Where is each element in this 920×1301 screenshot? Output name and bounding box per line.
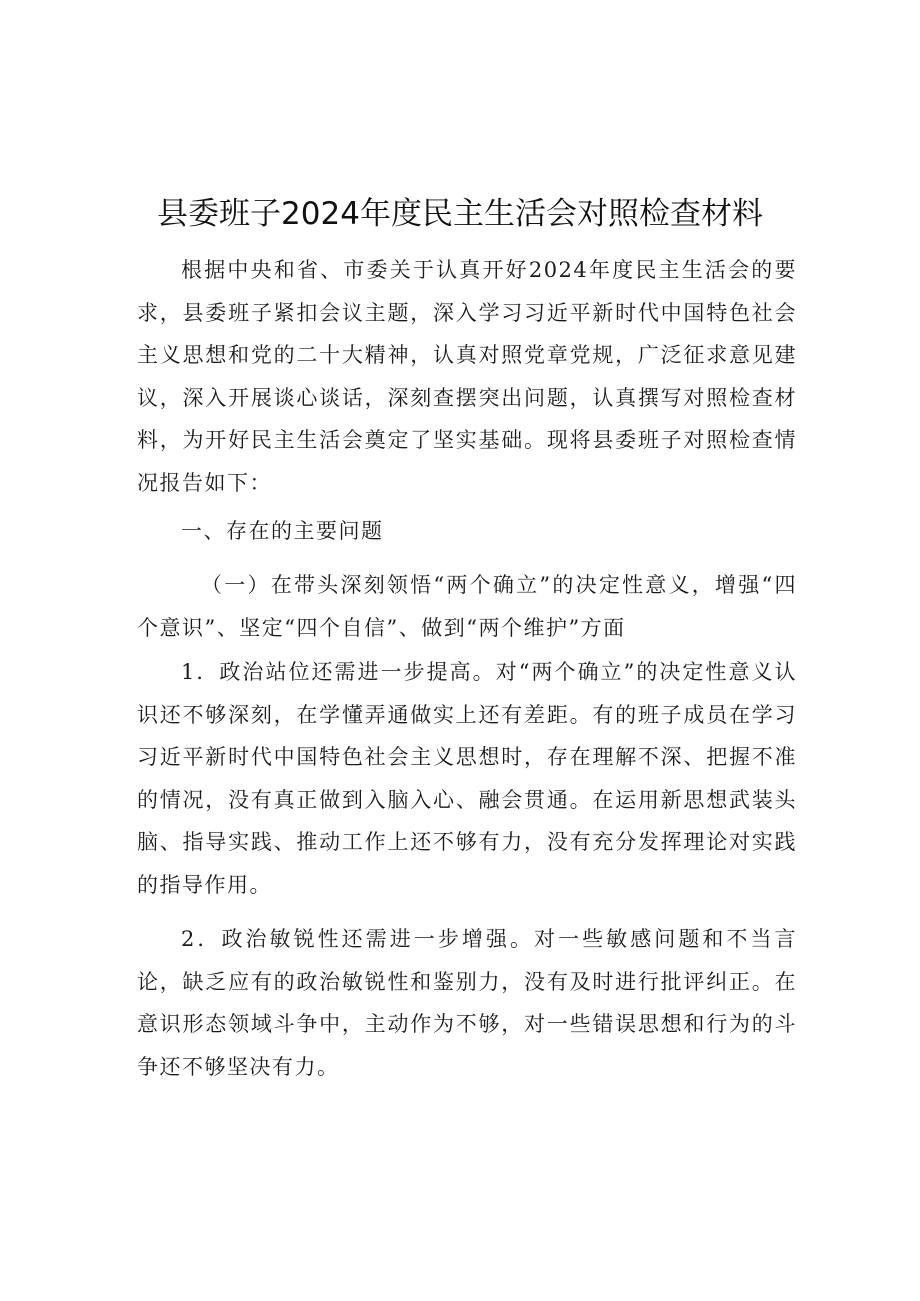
item-paragraph-2: 2．政治敏锐性还需进一步增强。对一些敏感问题和不当言论，缺乏应有的政治敏锐性和鉴别力，没有及时进行批评纠正。在意识形态领域斗争中，主动作为不够，对一些错误思想和行为的斗争还不够坚决有力。 bbox=[137, 927, 797, 1079]
subsection-heading: （一）在带头深刻领悟“两个确立”的决定性意义，增强“四个意识”、坚定“四个自信”、做到“两个维护”方面 bbox=[137, 573, 797, 640]
item-paragraph-1: 1．政治站位还需进一步提高。对“两个确立”的决定性意义认识还不够深刻，在学懂弄通做实上还有差距。有的班子成员在学习习近平新时代中国特色社会主义思想时，存在理解不深、把握不准的情况，没有真正做到入脑入心、融会贯通。在运用新思想武装头脑、指导实践、推动工作上还不够有力，没有充分发挥理论对实践的指导作用。 bbox=[137, 660, 797, 897]
intro-paragraph: 根据中央和省、市委关于认真开好2024年度民主生活会的要求，县委班子紧扣会议主题，深入学习习近平新时代中国特色社会主义思想和党的二十大精神，认真对照党章党规，广泛征求意见建议，深入开展谈心谈话，深刻查摆突出问题，认真撰写对照检查材料，为开好民主生活会奠定了坚实基础。现将县委班子对照检查情况报告如下： bbox=[137, 258, 797, 495]
document-title: 县委班子2024年度民主生活会对照检查材料 bbox=[157, 196, 763, 232]
section-heading: 一、存在的主要问题 bbox=[181, 519, 384, 543]
